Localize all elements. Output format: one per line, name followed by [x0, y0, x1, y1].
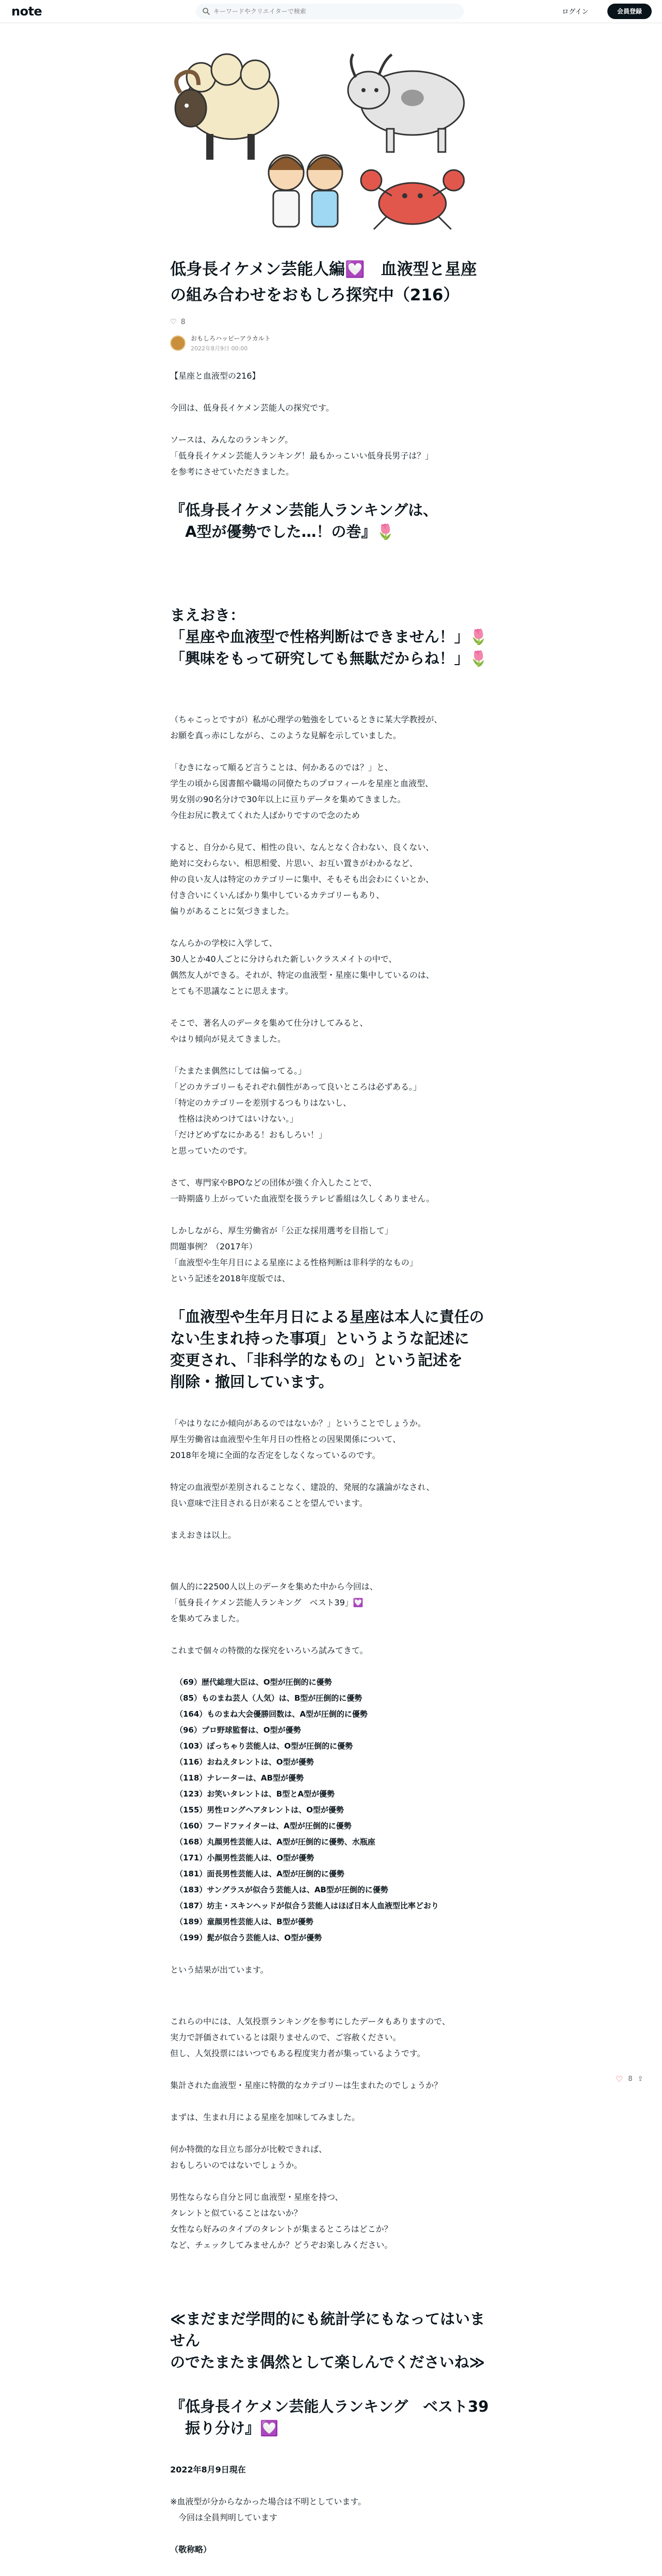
spacer	[170, 1559, 492, 1579]
text-line: 今住お尻に教えてくれた人ばかりですので念のため	[170, 810, 360, 820]
text-line: 『低身長イケメン芸能人ランキング ベスト39	[170, 2398, 489, 2415]
like-count: 8	[180, 318, 186, 326]
article	[170, 257, 492, 2576]
paragraph	[170, 839, 492, 919]
list-item: （118）ナレーターは、AB型が優勢	[175, 1773, 304, 1783]
paragraph	[170, 1642, 492, 1658]
paragraph	[170, 1579, 492, 1626]
post-date: 2022年8月9日 00:00	[191, 345, 248, 352]
text-line: 「たまたま偶然にしては偏ってる。」	[170, 1066, 307, 1076]
text-line: を参考にさせていただきました。	[170, 467, 294, 477]
paragraph	[170, 1063, 492, 1159]
list-item: （69）歴代総理大臣は、O型が圧倒的に優勢	[175, 1677, 332, 1687]
text-line: （ちゃこっとですが）私が心理学の勉強をしているときに某大学教授が、	[170, 715, 442, 724]
section-heading	[170, 2396, 492, 2439]
paragraph	[170, 368, 492, 384]
author-name[interactable]: おもしろハッピーアラカルト	[191, 335, 271, 342]
paragraph	[170, 759, 492, 823]
list-item: （96）プロ野球監督は、O型が優勢	[175, 1725, 301, 1735]
text-line: まずは、生まれ月による星座を加味してみました。	[170, 2112, 360, 2122]
text-line: のでたまたま偶然として楽しんでくださいね≫	[170, 2353, 485, 2371]
paragraph	[170, 2141, 492, 2173]
list-item: （168）丸顔男性芸能人は、A型が圧倒的に優勢、水瓶座	[175, 1837, 375, 1846]
text-line: 女性なら好みのタイプのタレントが集まるところはどこか？	[170, 2224, 392, 2234]
list-item: （160）フードファイターは、A型が圧倒的に優勢	[175, 1821, 352, 1831]
text-line: ≪まだまだ学問的にも統計学にもなってはいません	[170, 2310, 485, 2349]
text-line: 実力で評価されているとは限りませんので、ご容赦ください。	[170, 2032, 401, 2042]
text-line: 「星座や血液型で性格判断はできません！」🌷	[170, 628, 488, 646]
floating-like-count: 8	[628, 2075, 633, 2083]
text-line: 集計された血液型・星座に特徴的なカテゴリーは生まれたのでしょうか？	[170, 2080, 442, 2090]
text-line: 変更され、「非科学的なもの」という記述を	[170, 1351, 463, 1369]
spacer	[170, 692, 492, 711]
text-line: 「やはりなにか傾向があるのではないか？」ということでしょうか。	[170, 1418, 426, 1428]
floating-like-bar	[616, 2074, 643, 2084]
text-line: 男性ならなら自分と同じ血液型・星座を持つ、	[170, 2192, 343, 2202]
list-item: （103）ぽっちゃり芸能人は、O型が圧倒的に優勢	[175, 1741, 353, 1751]
text-line: やはり傾向が見えてきました。	[170, 1034, 286, 1044]
text-line: 今回は、低身長イケメン芸能人の探究です。	[170, 403, 334, 413]
text-line: しかしながら、厚生労働省が「公正な採用選考を目指して」	[170, 1226, 393, 1235]
text-line: まえおきは以上。	[170, 1530, 237, 1540]
section-heading	[170, 2308, 492, 2373]
share-icon[interactable]: ⇪	[637, 2075, 643, 2083]
paragraph	[170, 2109, 492, 2125]
text-line: すると、自分から見て、相性の良い、なんとなく合わない、良くない、	[170, 842, 434, 852]
text-line: 「血液型や生年月日による星座による性格判断は非科学的なもの」	[170, 1258, 418, 1267]
paragraph	[170, 2013, 492, 2061]
text-line: を集めてみました。	[170, 1614, 245, 1623]
text-line: 【星座と血液型の216】	[170, 371, 260, 381]
paragraph	[170, 2494, 492, 2526]
text-line: これらの中には、人気投票ランキングを参考にしたデータもありますので、	[170, 2016, 451, 2026]
text-line: これまで個々の特徴的な探究をいろいろ試みてきて。	[170, 1646, 368, 1655]
result-list	[170, 1674, 492, 1946]
text-line: 「低身長イケメン芸能人ランキング ベスト39」💟	[170, 1598, 363, 1607]
text-line: という結果が出ています。	[170, 1965, 269, 1975]
text-line: 偶然友人ができる。それが、特定の血液型・星座に集中しているのは、	[170, 970, 435, 980]
paragraph	[170, 711, 492, 743]
paragraph	[170, 1223, 492, 1286]
text-line: 「どのカテゴリーもそれぞれ個性があって良いところは必ずある。」	[170, 1082, 422, 1092]
text-line: 30人とか40人ごとに分けられた新しいクラスメイトの中で、	[170, 954, 397, 964]
text-line: 『低身長イケメン芸能人ランキングは、	[170, 501, 438, 519]
text-line: など、チェックしてみませんか？どうぞお楽しみください。	[170, 2240, 393, 2250]
paragraph	[170, 2189, 492, 2253]
text-line: さて、専門家やBPOなどの団体が強く介入したことで、	[170, 1178, 377, 1188]
text-line: 偏りがあることに気づきました。	[170, 906, 294, 916]
text-line: 「血液型や生年月日による星座は本人に責任の	[170, 1308, 485, 1326]
paragraph	[170, 935, 492, 999]
text-line: 2018年を境に全面的な否定をしなくなっているのです。	[170, 1450, 380, 1460]
login-link[interactable]: ログイン	[562, 8, 589, 16]
text-line: 「低身長イケメン芸能人ランキング！最もかっこいい低身長男子は？」	[170, 451, 434, 461]
section-heading	[170, 499, 492, 543]
text-line: 特定の血液型が差別されることなく、建設的、発展的な議論がなされ、	[170, 1482, 435, 1492]
text-line: 厚生労働省は血液型や生年月日の性格との因果関係について、	[170, 1434, 401, 1444]
text-line: 2022年8月9日現在	[170, 2465, 246, 2475]
text-line: 一時期盛り上がっていた血液型を扱うテレビ番組は久しくありません。	[170, 1194, 435, 1204]
text-line: ない生まれ持った事項」というような記述に	[170, 1330, 470, 1347]
section-heading	[170, 1306, 492, 1393]
text-line: 絶対に交わらない、相思相愛、片思い、お互い置きがわかるなど、	[170, 858, 418, 868]
like-row	[170, 313, 492, 331]
text-line: 但し、人気投票にはいつでもある程度実力者が集っているようです。	[170, 2048, 425, 2058]
text-line: A型が優勢でした…！の巻』🌷	[170, 523, 395, 540]
text-line: まえおき：	[170, 606, 245, 624]
text-line: とても不思議なことに思えます。	[170, 986, 293, 996]
text-line: と思っていたのです。	[170, 1146, 252, 1156]
hero-illustration	[170, 41, 492, 242]
list-item: （85）ものまね芸人（人気）は、B型が圧倒的に優勢	[175, 1693, 362, 1703]
text-line: お願を真っ赤にしながら、このような見解を示していました。	[170, 731, 402, 740]
text-line: 何か特徴的な目立ち部分が比較できれば、	[170, 2144, 327, 2154]
spacer	[170, 565, 492, 585]
paragraph	[170, 2573, 492, 2576]
text-line: 削除・撤回しています。	[170, 1373, 334, 1391]
text-line: （敬称略）	[170, 2545, 212, 2554]
search-box[interactable]	[196, 4, 464, 19]
text-line: おもしろいのではないでしょうか。	[170, 2160, 303, 2170]
spacer	[170, 2269, 492, 2289]
text-line: 「興味をもって研究しても無駄だからね！」🌷	[170, 650, 488, 667]
text-line: 「特定のカテゴリーを差別するつもりはないし、	[170, 1098, 352, 1108]
paragraph	[170, 1175, 492, 1207]
section-heading	[170, 604, 492, 669]
paragraph	[170, 1415, 492, 1463]
text-line: 問題事例？（2017年）	[170, 1242, 257, 1251]
paragraph	[170, 1527, 492, 1543]
list-item: （183）サングラスが似合う芸能人は、AB型が圧倒的に優勢	[175, 1885, 388, 1894]
paragraph	[170, 2077, 492, 2093]
paragraph	[170, 2462, 492, 2478]
list-item: （199）髭が似合う芸能人は、O型が優勢	[175, 1933, 322, 1942]
search-input[interactable]	[213, 4, 456, 19]
search-icon	[202, 7, 210, 15]
list-item: （164）ものまね大会優勝回数は、A型が圧倒的に優勢	[175, 1709, 368, 1719]
article-title: 低身長イケメン芸能人編💟 血液型と星座の組み合わせをおもしろ探究中（216）	[170, 260, 477, 304]
list-item: （189）童顔男性芸能人は、B型が優勢	[175, 1917, 313, 1926]
list-item: （155）男性ロングヘアタレントは、O型が優勢	[175, 1805, 344, 1815]
text-line: ※血液型が分からなかった場合は不明としています。	[170, 2497, 367, 2506]
text-line: 良い意味で注目される日が来ることを望んでいます。	[170, 1498, 368, 1508]
list-item: （187）坊主・スキンヘッドが似合う芸能人はほぼ日本人血液型比率どおり	[175, 1901, 439, 1910]
text-line: 「だけどめずなにかある！おもしろい！」	[170, 1130, 327, 1140]
author-block[interactable]	[170, 331, 492, 355]
note-logo[interactable]: note	[11, 4, 42, 19]
paragraph	[170, 432, 492, 480]
heart-outline-icon[interactable]: ♡	[170, 318, 177, 326]
text-line: 仲の良い友人は特定のカテゴリーに集中、そもそも出会わにくいとか、	[170, 874, 434, 884]
text-line: なんらかの学校に入学して、	[170, 938, 277, 948]
text-line: そこで、著名人のデータを集めて仕分けしてみると、	[170, 1018, 368, 1028]
list-item: （171）小顔男性芸能人は、O型が優勢	[175, 1853, 315, 1862]
text-line: 性格は決めつけてはいけない。」	[170, 1114, 299, 1124]
text-line: 振り分け』💟	[170, 2419, 279, 2437]
paragraph	[170, 2541, 492, 2557]
paragraph	[170, 400, 492, 416]
text-line: ソースは、みんなのランキング。	[170, 435, 293, 445]
text-line: 付き合いにくいんばかり集中しているカテゴリーもあり、	[170, 890, 385, 900]
spacer	[170, 1994, 492, 2013]
list-item: （123）お笑いタレントは、B型とA型が優勢	[175, 1789, 335, 1799]
text-line: という記述を2018年度版では、	[170, 1274, 290, 1283]
paragraph	[170, 1479, 492, 1511]
header	[0, 0, 662, 23]
text-line: 男女別の90名分けで30年以上に亘りデータを集めてきました。	[170, 794, 406, 804]
avatar[interactable]	[170, 335, 186, 351]
paragraph	[170, 1962, 492, 1978]
text-line: 「むきになって順るど言うことは、何かあるのでは？」と、	[170, 762, 393, 772]
text-line: 今回は全員判明しています	[170, 2513, 278, 2522]
text-line: タレントと似ていることはないか？	[170, 2208, 302, 2218]
signup-button[interactable]: 会員登録	[607, 4, 652, 19]
article-body	[170, 368, 492, 2576]
heart-icon[interactable]: ♡	[616, 2074, 623, 2084]
text-line: 個人的に22500人以上のデータを集めた中から今回は、	[170, 1582, 378, 1591]
text-line: 学生の頃から図書館や職場の同僚たちのプロフィールを星座と血液型、	[170, 778, 434, 788]
list-item: （116）おねえタレントは、O型が優勢	[175, 1757, 314, 1767]
list-item: （181）面長男性芸能人は、A型が圧倒的に優勢	[175, 1869, 344, 1878]
paragraph	[170, 1015, 492, 1047]
